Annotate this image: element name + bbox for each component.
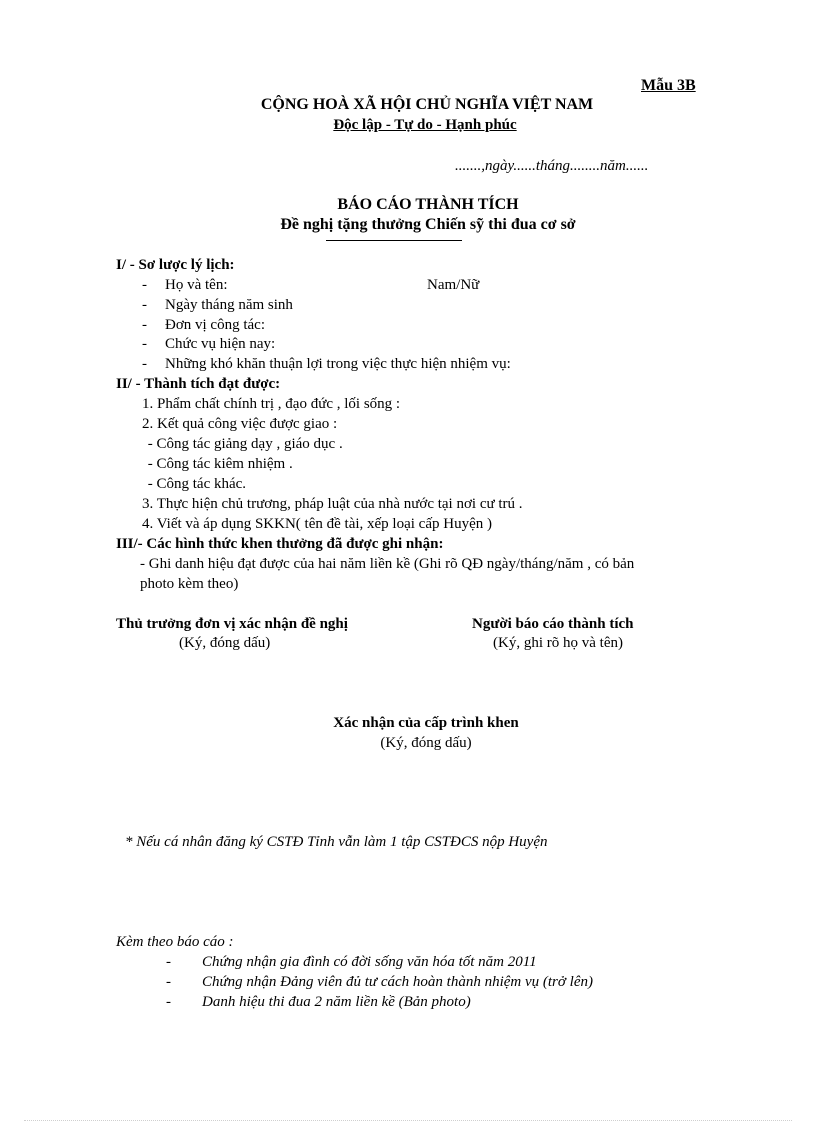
section2-line: 3. Thực hiện chủ trương, pháp luật của nhà nước tại nơi cư trú . (142, 496, 523, 512)
section1-dash: - (142, 277, 147, 293)
report-title: BÁO CÁO THÀNH TÍCH (337, 196, 519, 213)
section2-line: 4. Viết và áp dụng SKKN( tên đề tài, xếp loại cấp Huyện ) (142, 516, 492, 532)
section1-item-name: Họ và tên: (165, 277, 228, 293)
section2-line: - Công tác giảng dạy , giáo dục . (144, 436, 343, 452)
motto: Độc lập - Tự do - Hạnh phúc (333, 117, 517, 133)
section1-dash: - (142, 317, 147, 333)
form-code: Mẫu 3B (641, 77, 696, 94)
title-underline (326, 240, 462, 241)
approver-title: Xác nhận của cấp trình khen (333, 715, 519, 731)
attachment-dash: - (166, 954, 171, 970)
section1-item-difficulties: Những khó khăn thuận lợi trong việc thực hiện nhiệm vụ: (165, 356, 511, 372)
section2-line: - Công tác kiêm nhiệm . (144, 456, 293, 472)
report-subtitle: Đề nghị tặng thưởng Chiến sỹ thi đua cơ sở (280, 216, 576, 233)
section2-line: 2. Kết quả công việc được giao : (142, 416, 338, 432)
section1-dash: - (142, 297, 147, 313)
section1-item-position: Chức vụ hiện nay: (165, 336, 276, 352)
nation-heading: CỘNG HOÀ XÃ HỘI CHỦ NGHĨA VIỆT NAM (260, 96, 594, 113)
note: * Nếu cá nhân đăng ký CSTĐ Tỉnh vẫn làm 1 tập CSTĐCS nộp Huyện (125, 834, 548, 850)
attachments-heading: Kèm theo báo cáo : (116, 934, 234, 950)
attachment-item: Chứng nhận Đảng viên đủ tư cách hoàn thành nhiệm vụ (trở lên) (202, 974, 593, 990)
attachment-item: Danh hiệu thi đua 2 năm liền kề (Bản photo) (202, 994, 471, 1010)
section2-heading: II/ - Thành tích đạt được: (116, 376, 281, 392)
section1-item-unit: Đơn vị công tác: (165, 317, 265, 333)
attachment-dash: - (166, 994, 171, 1010)
section1-dash: - (142, 336, 147, 352)
section1-item-birthdate: Ngày tháng năm sinh (165, 297, 293, 313)
section2-line: - Công tác khác. (144, 476, 247, 492)
attachment-dash: - (166, 974, 171, 990)
attachment-item: Chứng nhận gia đình có đời sống văn hóa tốt năm 2011 (202, 954, 537, 970)
page-bottom-border (24, 1120, 792, 1121)
unit-head-note: (Ký, đóng dấu) (179, 635, 271, 651)
approver-note: (Ký, đóng dấu) (380, 735, 472, 751)
section3-line: - Ghi danh hiệu đạt được của hai năm liền kề (Ghi rõ QĐ ngày/tháng/năm , có bản (140, 556, 635, 572)
reporter-title: Người báo cáo thành tích (472, 616, 634, 632)
reporter-note: (Ký, ghi rõ họ và tên) (493, 635, 623, 651)
unit-head-title: Thủ trưởng đơn vị xác nhận đề nghị (116, 616, 348, 632)
section1-item-gender: Nam/Nữ (427, 277, 480, 293)
section2-line: 1. Phẩm chất chính trị , đạo đức , lối sống : (142, 396, 401, 412)
section1-dash: - (142, 356, 147, 372)
section3-line: photo kèm theo) (140, 576, 239, 592)
section1-heading: I/ - Sơ lược lý lịch: (116, 257, 235, 273)
section3-heading: III/- Các hình thức khen thưởng đã được ghi nhận: (116, 536, 444, 552)
date-line: .......,ngày......tháng........năm...... (455, 158, 649, 174)
